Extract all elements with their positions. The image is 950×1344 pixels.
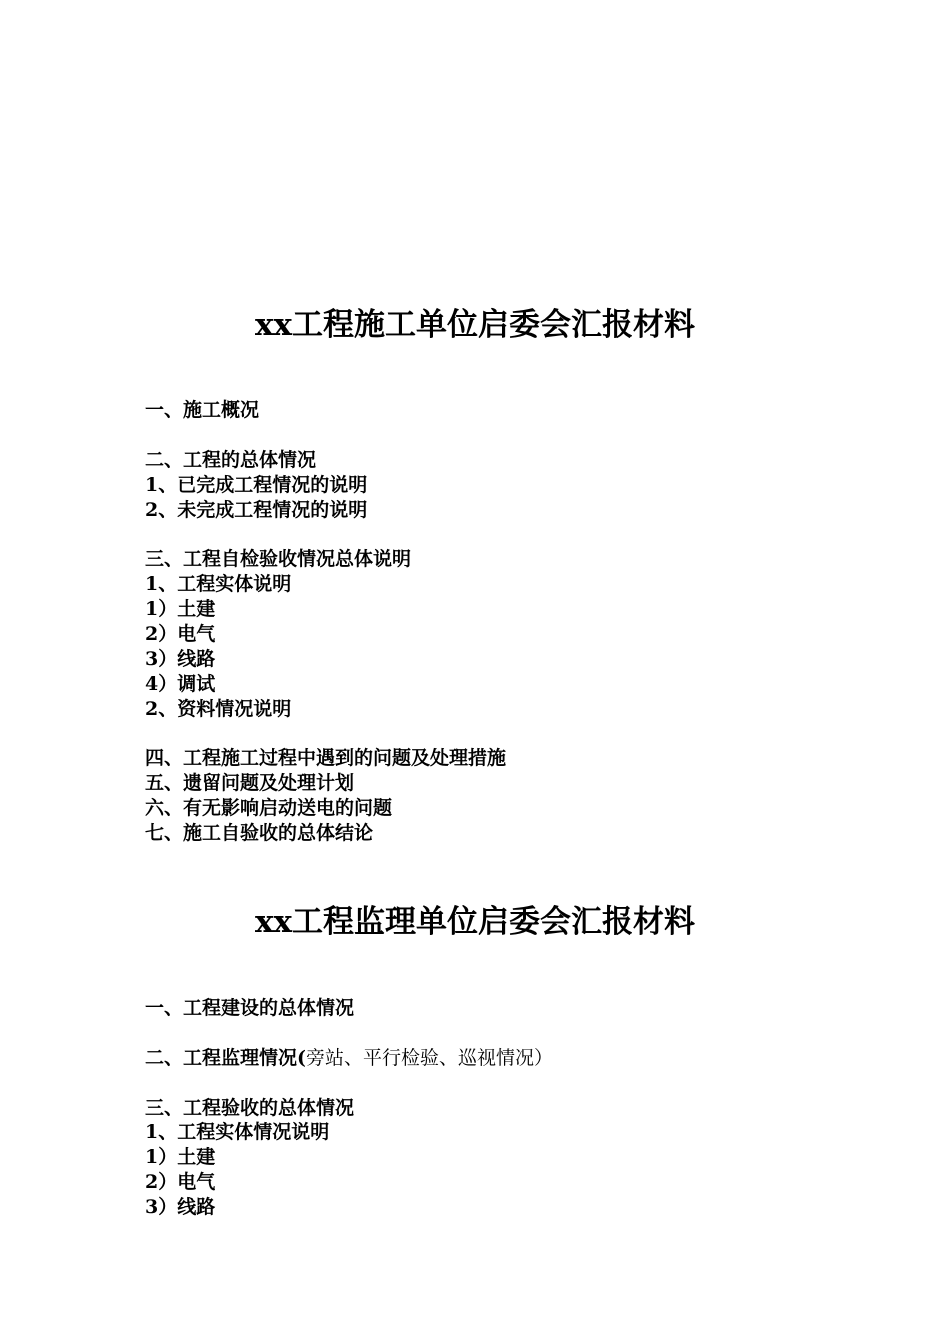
outline-item-note: 旁站、平行检验、巡视情况） xyxy=(306,1046,554,1069)
outline-item: 五、遗留问题及处理计划 xyxy=(145,772,355,795)
outline-item-main: 二、工程监理情况( xyxy=(145,1046,306,1069)
outline-item: 三、工程自检验收情况总体说明 xyxy=(145,548,412,571)
outline-item: 二、工程的总体情况 xyxy=(145,448,317,471)
blank-line xyxy=(145,522,865,547)
outline-item: 3）线路 xyxy=(145,1196,216,1219)
outline-item: 四、工程施工过程中遇到的问题及处理措施 xyxy=(145,747,507,770)
outline-item: 2、资料情况说明 xyxy=(145,697,292,720)
outline-item: 1、工程实体情况说明 xyxy=(145,1121,330,1144)
supervision-report-outline xyxy=(145,996,865,1220)
outline-item: 3）线路 xyxy=(145,647,216,670)
outline-item: 一、工程建设的总体情况 xyxy=(145,997,355,1019)
outline-item: 1）土建 xyxy=(145,1146,216,1169)
blank-line xyxy=(145,423,865,448)
outline-item: 2）电气 xyxy=(145,623,216,646)
outline-item: 一、施工概况 xyxy=(145,399,260,421)
outline-item: 2、未完成工程情况的说明 xyxy=(145,498,368,521)
construction-report-title: xx工程施工单位启委会汇报材料 xyxy=(255,307,695,343)
supervision-report-title: xx工程监理单位启委会汇报材料 xyxy=(255,904,695,940)
blank-line xyxy=(145,1021,865,1046)
outline-item: 七、施工自验收的总体结论 xyxy=(145,822,374,845)
outline-item xyxy=(145,1046,865,1071)
outline-item: 六、有无影响启动送电的问题 xyxy=(145,797,393,820)
outline-item: 1）土建 xyxy=(145,598,216,621)
blank-line xyxy=(145,722,865,747)
construction-report-outline xyxy=(145,398,865,846)
outline-item: 三、工程验收的总体情况 xyxy=(145,1096,355,1119)
outline-item: 1、工程实体说明 xyxy=(145,573,292,596)
outline-item: 4）调试 xyxy=(145,672,216,695)
blank-line xyxy=(145,1071,865,1096)
outline-item: 1、已完成工程情况的说明 xyxy=(145,473,368,496)
outline-item: 2）电气 xyxy=(145,1171,216,1194)
